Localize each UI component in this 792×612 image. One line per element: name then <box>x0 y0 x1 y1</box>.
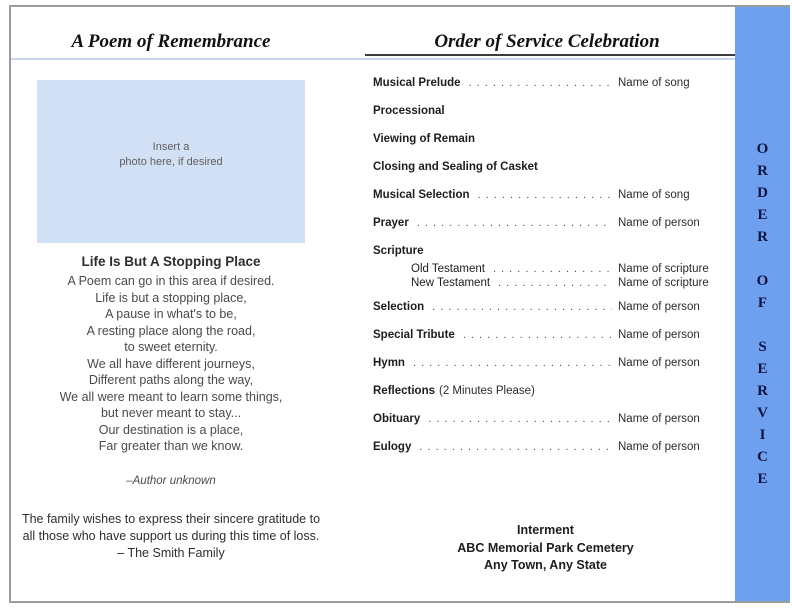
service-row <box>373 413 718 425</box>
service-value: Name of person <box>618 301 700 313</box>
service-label: Reflections <box>373 385 435 397</box>
poem-line: to sweet eternity. <box>124 340 218 354</box>
bar-letter: V <box>757 405 768 421</box>
service-value: Name of scripture <box>618 277 709 289</box>
service-value: Name of person <box>618 357 700 369</box>
service-label: Old Testament <box>411 263 485 275</box>
dot-leader <box>432 301 612 313</box>
header-divider-rule <box>11 58 735 60</box>
bar-letter: F <box>757 295 768 311</box>
right-page-title: Order of Service Celebration <box>434 31 660 52</box>
service-row <box>373 441 718 453</box>
service-label: Special Tribute <box>373 329 455 341</box>
gratitude-line: – The Smith Family <box>117 546 225 560</box>
dot-leader <box>493 263 612 275</box>
service-row <box>373 301 718 313</box>
service-row <box>373 245 718 257</box>
service-label: Musical Prelude <box>373 77 461 89</box>
service-row <box>373 385 718 397</box>
service-value: Name of person <box>618 217 700 229</box>
poem-line: A Poem can go in this area if desired. <box>67 274 275 288</box>
poem-line: Different paths along the way, <box>88 373 254 387</box>
service-label: Prayer <box>373 217 409 229</box>
service-label: Musical Selection <box>373 189 470 201</box>
bar-letter: O <box>756 141 769 157</box>
bar-letter: R <box>757 163 768 179</box>
vertical-order-of-service-text <box>735 138 790 490</box>
interment-line: Interment <box>517 523 574 537</box>
dot-leader <box>478 189 612 201</box>
service-row <box>373 77 718 89</box>
family-gratitude-note <box>11 511 331 562</box>
service-note: (2 Minutes Please) <box>439 385 535 397</box>
dot-leader <box>463 329 612 341</box>
service-label: Selection <box>373 301 425 313</box>
bar-letter: E <box>757 471 768 487</box>
service-row <box>373 161 718 173</box>
photo-placeholder-line1: Insert a <box>152 140 190 153</box>
gratitude-line: all those who have support us during this time of loss. <box>22 529 320 543</box>
photo-placeholder-box <box>37 80 305 243</box>
service-label: Processional <box>373 105 445 117</box>
bar-letter: D <box>757 185 768 201</box>
poem-line: but never meant to stay... <box>100 406 242 420</box>
service-value: Name of person <box>618 329 700 341</box>
photo-placeholder-line2: photo here, if desired <box>119 155 223 168</box>
service-row <box>373 105 718 117</box>
photo-placeholder-text <box>119 140 222 170</box>
service-label: Hymn <box>373 357 405 369</box>
bar-letter: E <box>757 207 768 223</box>
service-label: Obituary <box>373 413 421 425</box>
program-page <box>9 5 790 603</box>
bar-letter: R <box>757 229 768 245</box>
order-of-service-accent-bar <box>735 7 790 601</box>
service-label: Scripture <box>373 245 424 257</box>
service-label: New Testament <box>411 277 491 289</box>
service-row <box>373 357 718 369</box>
dot-leader <box>417 217 612 229</box>
dot-leader <box>419 441 612 453</box>
service-row <box>373 189 718 201</box>
bar-letter: E <box>757 361 768 377</box>
dot-leader <box>498 277 612 289</box>
poem-line: A pause in what's to be, <box>105 307 237 321</box>
poem-line: We all were meant to learn some things, <box>59 389 283 404</box>
left-page-title: A Poem of Remembrance <box>71 31 271 52</box>
service-value: Name of song <box>618 189 690 201</box>
poem-line: Our destination is a place, <box>98 422 244 437</box>
right-title-underline <box>365 54 737 56</box>
dot-leader <box>413 357 612 369</box>
service-row <box>373 329 718 341</box>
service-label: Viewing of Remain <box>373 133 476 145</box>
service-value: Name of scripture <box>618 263 709 275</box>
bar-letter: I <box>759 427 766 443</box>
bar-letter: S <box>758 339 767 355</box>
bar-letter: R <box>757 383 768 399</box>
poem-line: We all have different journeys, <box>87 356 255 371</box>
bar-word-gap <box>735 314 790 336</box>
bar-word-gap <box>735 248 790 270</box>
poem-line: Life is but a stopping place, <box>95 290 247 305</box>
interment-line: Any Town, Any State <box>484 558 607 572</box>
service-row <box>373 217 718 229</box>
poem-line: A resting place along the road, <box>86 323 256 338</box>
dot-leader <box>469 77 612 89</box>
service-value: Name of song <box>618 77 690 89</box>
poem-title: Life Is But A Stopping Place <box>81 254 261 269</box>
interment-line: ABC Memorial Park Cemetery <box>457 540 634 555</box>
service-value: Name of person <box>618 441 700 453</box>
dot-leader <box>428 413 612 425</box>
service-value: Name of person <box>618 413 700 425</box>
poem-author: –Author unknown <box>126 475 216 487</box>
bar-letter: O <box>756 273 769 289</box>
gratitude-line: The family wishes to express their sincere gratitude to <box>21 512 321 526</box>
poem-line: Far greater than we know. <box>98 439 244 453</box>
service-subrow <box>373 277 718 289</box>
service-subrow <box>373 263 718 275</box>
service-label: Eulogy <box>373 441 412 453</box>
service-row <box>373 133 718 145</box>
interment-block <box>373 522 718 575</box>
poem-body <box>11 273 331 455</box>
service-label: Closing and Sealing of Casket <box>373 161 538 173</box>
bar-letter: C <box>757 449 768 465</box>
